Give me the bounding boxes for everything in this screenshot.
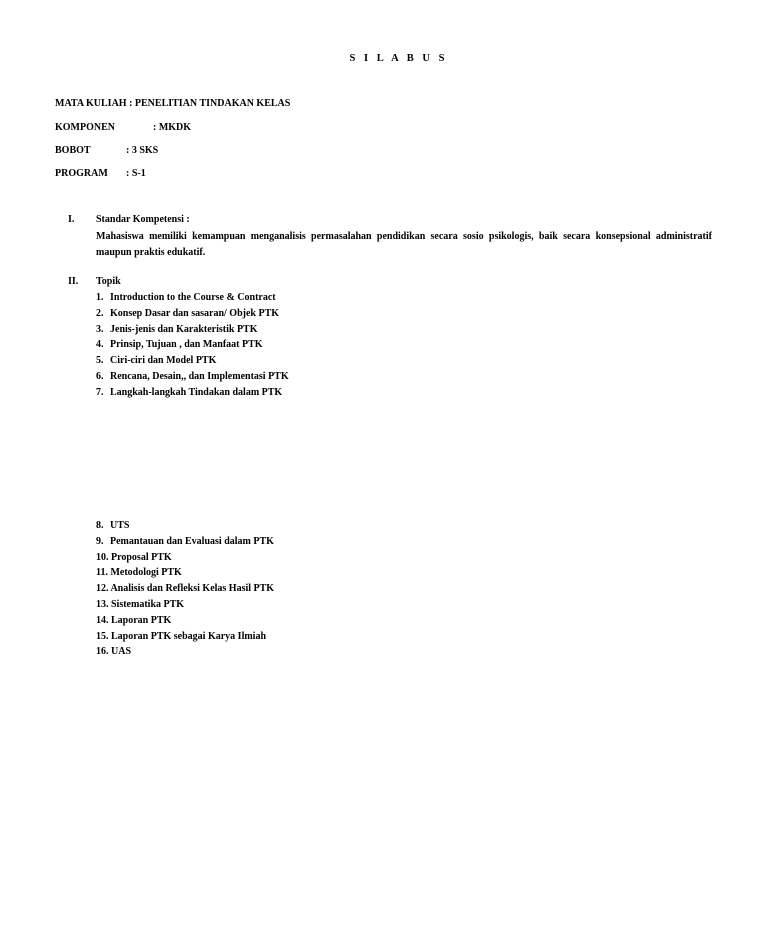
meta-component-value: : MKDK [153,122,192,133]
topic-number: 14. [96,614,109,626]
meta-program [55,168,146,179]
list-item [96,385,289,401]
topic-text: UTS [110,520,130,531]
list-item [96,550,274,566]
list-item [96,369,289,385]
topic-number: 16. [96,646,109,658]
meta-component-label: KOMPONEN [55,122,115,133]
topic-text: UAS [111,646,132,658]
topic-text: Ciri-ciri dan Model PTK [110,355,217,367]
meta-weight [55,145,159,156]
topic-text: Laporan PTK sebagai Karya Ilmiah [111,630,267,642]
section-2-heading: Topik [96,276,121,287]
meta-weight-value: : 3 SKS [126,145,159,156]
topic-list-part2 [96,518,274,660]
list-item [96,306,289,322]
topic-text: Jenis-jenis dan Karakteristik PTK [110,323,258,335]
topic-number: 12. [96,583,109,595]
topic-text: Proposal PTK [111,551,172,563]
topic-text: Langkah-langkah Tindakan dalam PTK [110,386,283,398]
list-item [96,534,274,550]
topic-text: Prinsip, Tujuan , dan Manfaat PTK [110,339,263,351]
list-item [96,518,274,534]
topic-text: Analisis dan Refleksi Kelas Hasil PTK [110,583,275,595]
list-item [96,337,289,353]
topic-number: 4. [96,339,104,351]
topic-text: Konsep Dasar dan sasaran/ Objek PTK [110,307,280,319]
list-item [96,644,274,660]
meta-weight-label: BOBOT [55,145,91,156]
list-item [96,629,274,645]
meta-program-value: : S-1 [126,168,146,179]
list-item [96,290,289,306]
topic-number: 6. [96,370,104,382]
topic-number: 5. [96,355,104,367]
topic-text: Introduction to the Course & Contract [110,292,276,303]
topic-number: 8. [96,520,104,531]
topic-number: 9. [96,535,104,547]
topic-number: 11. [96,567,108,579]
list-item [96,565,274,581]
list-item [96,597,274,613]
meta-course [55,98,290,109]
document-title: S I L A B U S [349,53,448,64]
topic-number: 1. [96,292,104,303]
topic-number: 15. [96,630,109,642]
topic-number: 13. [96,598,109,610]
section-1-body: Mahasiswa memiliki kemampuan menganalisis permasalahan pendidikan secara sosio psikologis, baik secara konsepsional administratif maupun praktis edukatif. [96,231,712,258]
list-item [96,581,274,597]
topic-text: Laporan PTK [111,614,172,626]
topic-number: 3. [96,323,104,335]
topic-text: Pemantauan dan Evaluasi dalam PTK [110,535,274,547]
topic-text: Rencana, Desain,, dan Implementasi PTK [110,370,289,382]
section-1-number: I. [68,214,75,225]
topic-number: 2. [96,307,104,319]
topic-number: 10. [96,551,109,563]
section-1-heading: Standar Kompetensi : [96,214,190,225]
topic-text: Metodologi PTK [110,567,182,579]
topic-text: Sistematika PTK [111,598,185,610]
section-2-number: II. [68,276,79,287]
meta-component [55,122,192,133]
list-item [96,353,289,369]
meta-course-label: MATA KULIAH : PENELITIAN TINDAKAN KELAS [55,98,291,109]
topic-number: 7. [96,386,104,398]
topic-list-part1 [96,290,289,401]
list-item [96,322,289,338]
meta-program-label: PROGRAM [55,168,108,179]
list-item [96,613,274,629]
